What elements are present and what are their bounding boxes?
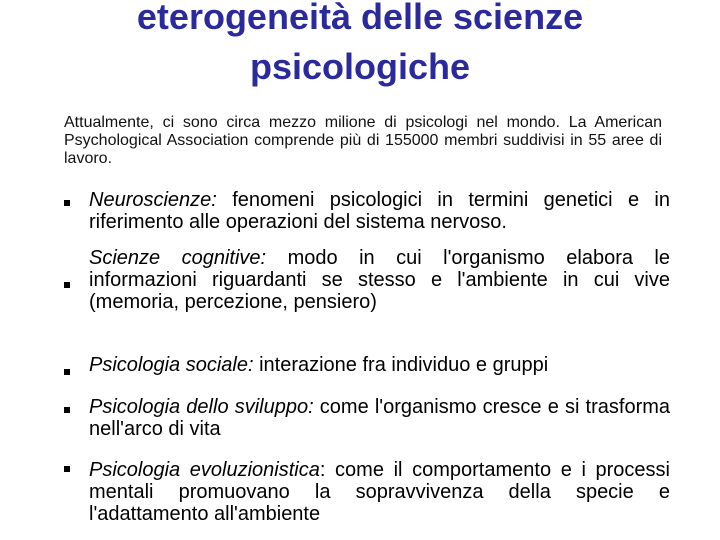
square-bullet-icon [62, 280, 72, 290]
bullet-text [89, 189, 670, 233]
intro-paragraph: Attualmente, ci sono circa mezzo milione di psicologi nel mondo. La American Psychological Association comprende più di 155000 membri suddivisi in 55 aree di lavoro. [64, 114, 662, 167]
bullet-text [89, 396, 670, 440]
page-title [0, 0, 720, 92]
title-line-2: psicologiche [249, 46, 471, 87]
title-line-1: eterogeneità delle scienze [136, 0, 584, 37]
square-bullet-icon [62, 198, 72, 208]
bullet-term: Neuroscienze: [89, 189, 217, 211]
bullet-description: modo in cui l'organismo elabora le informazioni riguardanti se stesso e l'ambiente in cui vive (memoria, percezione, pensiero) [89, 247, 671, 313]
bullet-description: interazione fra individuo e gruppi [253, 354, 549, 376]
bullet-description: come l'organismo cresce e si trasforma nell'arco di vita [89, 396, 671, 440]
bullet-term: Psicologia sociale: [89, 354, 254, 376]
bullet-text [89, 459, 670, 525]
bullet-term: Psicologia dello sviluppo: [89, 396, 314, 418]
bullet-text [89, 354, 670, 376]
bullet-term: Psicologia evoluzionistica [89, 459, 320, 481]
bullet-description: : come il comportamento e i processi mentali promuovano la sopravvivenza della specie e l'adattamento all'ambiente [89, 459, 671, 525]
square-bullet-icon [62, 464, 72, 474]
bullet-description: fenomeni psicologici in termini genetici e in riferimento alle operazioni del sistema nervoso. [89, 189, 670, 233]
bullet-text [89, 247, 670, 313]
bullet-term: Scienze cognitive: [89, 247, 267, 269]
square-bullet-icon [62, 405, 72, 415]
square-bullet-icon [62, 367, 72, 377]
